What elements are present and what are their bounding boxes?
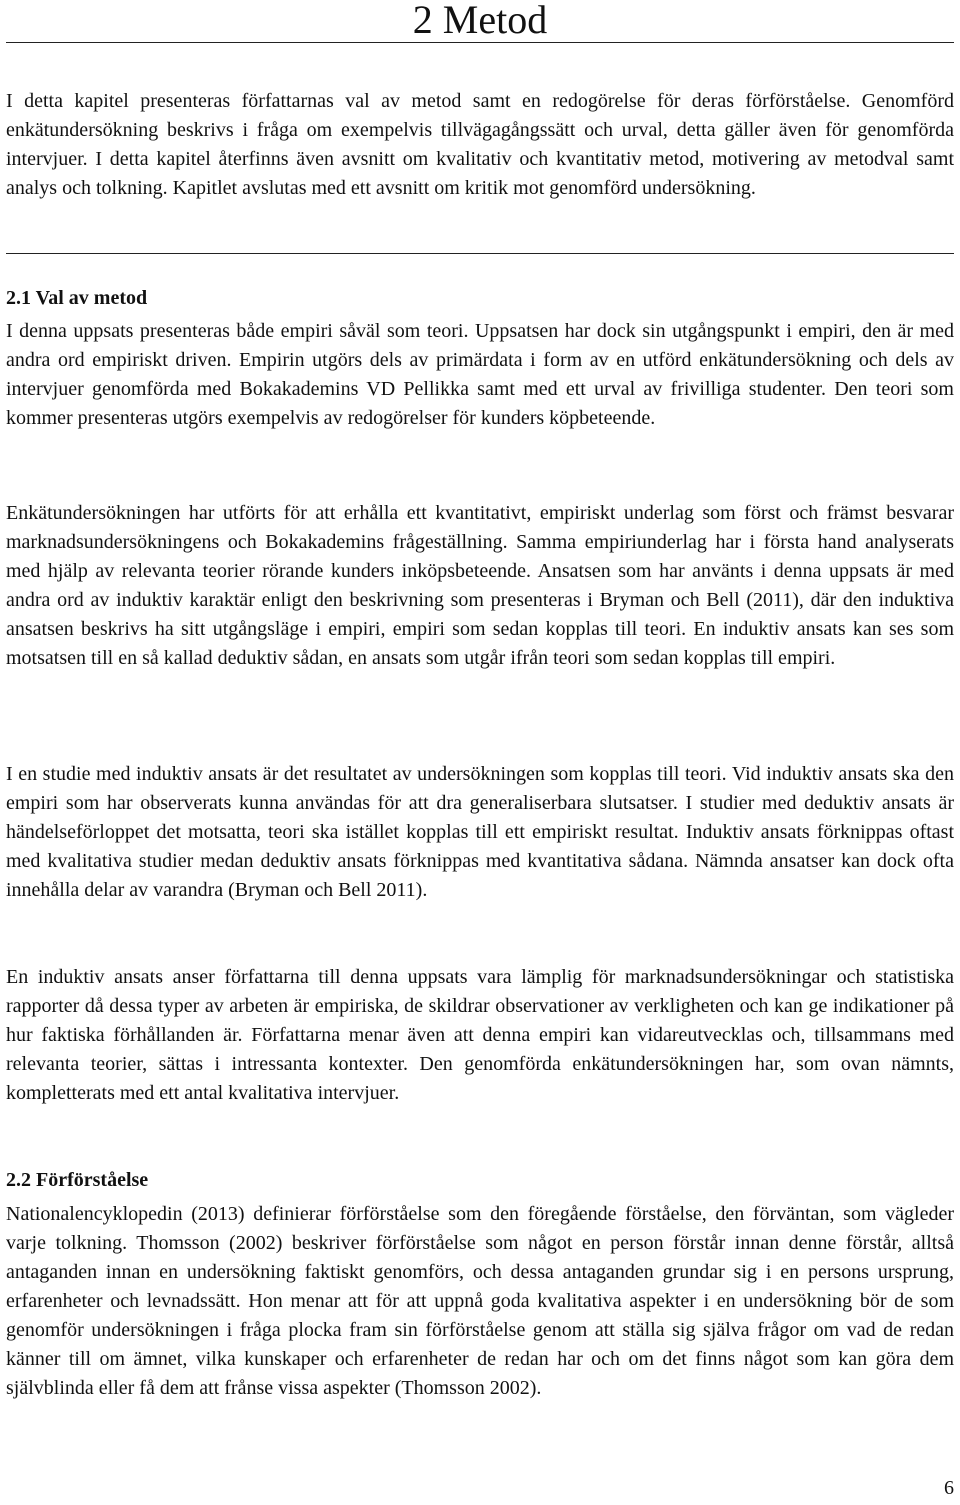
section-2-2-paragraph: Nationalencyklopedin (2013) definierar förförståelse som den föregående förståelse, den förväntan, som vägleder varje tolkning. Thomsson (2002) beskriver förförståelse som något en person förstår innan denne förstår, alltså antaganden innan en undersökning faktiskt genomförs, och dessa antaganden grundar sig i en persons ursprung, erfarenheter och levnadssätt. Hon menar att för att uppnå goda kvalitativa aspekter i en undersökning bör de som genomför undersökningen i fråga plocka fram sin förförståelse genom att ställa sig själva frågor om vad de redan känner till om ämnet, vilka kunskaper och erfarenheter de redan har och om det finns något som kan göra dem självblinda eller få dem att frånse vissa aspekter (Thomsson 2002). — [6, 1203, 954, 1399]
section-rule — [6, 253, 954, 254]
document-page — [6, 0, 954, 1399]
section-2-1-paragraph: En induktiv ansats anser författarna till denna uppsats vara lämplig för marknadsundersökningar och statistiska rapporter då dessa typer av arbeten är empiriska, de skildrar observationer av verkligheten och kan ge indikationer på hur faktiska förhållanden är. Författarna menar även att denna empiri kan vidareutvecklas och, tillsammans med relevanta teorier, sättas i intressanta kontexter. Den genomförda enkätundersökningen har, som ovan nämnts, kompletterats med ett antal kvalitativa intervjuer. — [6, 966, 954, 1104]
page-number: 6 — [944, 1477, 954, 1499]
intro-paragraph: I detta kapitel presenteras författarnas val av metod samt en redogörelse för deras förförståelse. Genomförd enkätundersökning beskrivs i fråga om exempelvis tillvägagångssätt och urval, detta gäller även för genomförda intervjuer. I detta kapitel återfinns även avsnitt om kvalitativ och kvantitativ metod, motivering av metodval samt analys och tolkning. Kapitlet avslutas med ett avsnitt om kritik mot genomförd undersökning. — [6, 90, 954, 199]
chapter-title: 2 Metod — [412, 0, 548, 42]
section-heading-2-2: 2.2 Förförståelse — [6, 1169, 149, 1191]
section-2-1-paragraph: I en studie med induktiv ansats är det resultatet av undersökningen som kopplas till teori. Vid induktiv ansats ska den empiri som har observerats kunna användas för att dra generaliserbara slutsatser. I studier med deduktiv ansats är händelseförloppet det motsatta, teori ska istället kopplas till ett empiriskt resultat. Induktiv ansats förknippas oftast med kvalitativa studier medan deduktiv ansats förknippas med kvantitativa sådana. Nämnda ansatser kan dock ofta innehålla delar av varandra (Bryman och Bell 2011). — [6, 763, 954, 901]
top-rule — [6, 42, 954, 43]
section-2-1-paragraph: Enkätundersökningen har utförts för att erhålla ett kvantitativt, empiriskt underlag som först och främst besvarar marknadsundersökningens och Bokakademins frågeställning. Samma empiriunderlag har i första hand analyserats med hjälp av relevanta teorier rörande kunders inköpsbeteende. Ansatsen som har använts i denna uppsats är med andra ord av induktiv karaktär enligt den beskrivning som presenteras i Bryman och Bell (2011), där den induktiva ansatsen beskrivs ha sitt utgångsläge i empiri, empiri som sedan kopplas till teori. En induktiv ansats kan ses som motsatsen till en så kallad deduktiv sådan, en ansats som utgår ifrån teori som sedan kopplas till empiri. — [6, 502, 954, 669]
section-heading-2-1: 2.1 Val av metod — [6, 287, 148, 309]
section-2-1-paragraph: I denna uppsats presenteras både empiri såväl som teori. Uppsatsen har dock sin utgångspunkt i empiri, den är med andra ord empiriskt driven. Empirin utgörs dels av primärdata i form av en utförd enkätundersökning och dels av intervjuer genomförda med Bokakademins VD Pellikka samt med ett urval av frivilliga studenter. Den teori som kommer presenteras utgörs exempelvis av redogörelser för kunders köpbeteende. — [6, 320, 954, 429]
